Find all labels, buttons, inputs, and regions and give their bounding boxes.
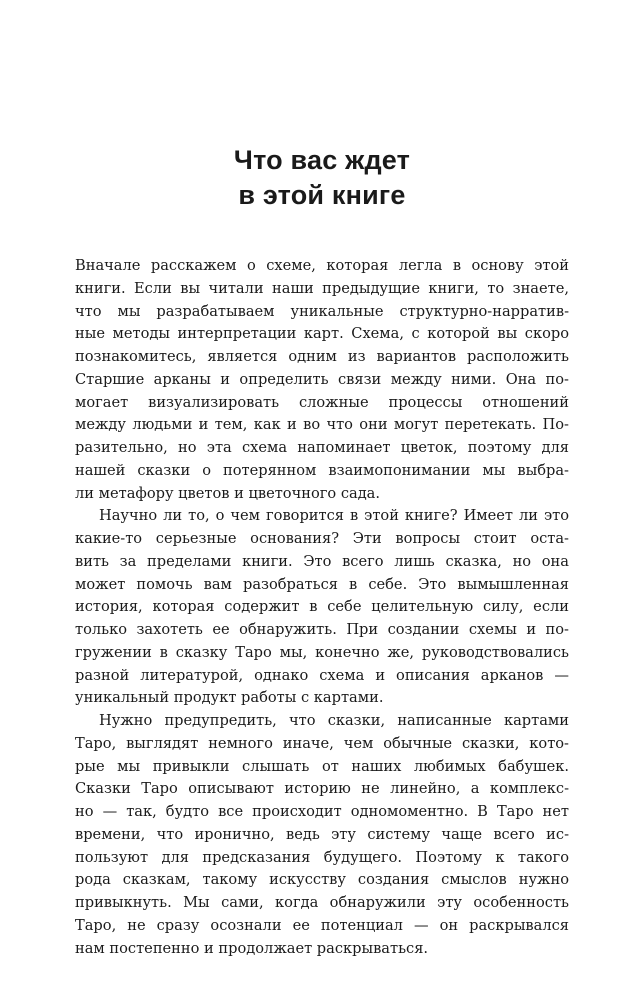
text-line: какие-то серьезные основания? Эти вопросы стоит оста- [75,530,569,547]
text-line: только захотеть ее обнаружить. При создании схемы и по- [75,621,569,638]
text-line: времени, что иронично, ведь эту систему чаще всего ис- [75,825,569,843]
text-line: познакомитесь, является одним из вариантов расположить [75,348,569,365]
chapter-body [75,255,569,960]
text-line: Таро, не сразу осознали ее потенциал — он раскрывался [75,916,569,934]
chapter-title-line-1: Что вас ждет [233,145,411,175]
chapter-title-line-2: в этой книге [238,180,406,210]
text-line: нашей сказки о потерянном взаимопонимании мы выбра- [75,461,569,479]
text-line: ные методы интерпретации карт. Схема, с которой вы скоро [75,325,569,343]
text-line: Таро, выглядят немного иначе, чем обычные сказки, кото- [75,734,569,752]
text-line: разной литературой, однако схема и описания арканов — [75,666,569,684]
text-line: пользуют для предсказания будущего. Поэтому к такого [75,848,569,866]
text-line: вить за пределами книги. Это всего лишь сказка, но она [75,552,569,570]
text-line: книги. Если вы читали наши предыдущие книги, то знаете, [75,279,569,297]
text-line: могает визуализировать сложные процессы отношений [75,393,569,411]
text-line: может помочь вам разобраться в себе. Это вымышленная [75,575,569,593]
text-line: история, которая содержит в себе целительную силу, если [75,598,569,616]
text-line: ли метафору цветов и цветочного сада. [75,484,381,502]
text-line: но — так, будто все происходит одномоментно. В Таро нет [75,803,569,820]
text-line: Старшие арканы и определить связи между ними. Она по- [75,370,569,388]
text-line: нам постепенно и продолжает раскрываться. [75,939,429,957]
text-line: Вначале расскажем о схеме, которая легла в основу этой [75,257,569,274]
text-line: между людьми и тем, как и во что они могут перетекать. По- [75,416,569,434]
text-line: рода сказкам, такому искусству создания смыслов нужно [75,871,569,889]
paragraph-3 [75,710,569,960]
text-line: Нужно предупредить, что сказки, написанные картами [99,712,569,729]
paragraph-1 [75,255,569,505]
text-line: что мы разрабатываем уникальные структурно-нарратив- [75,302,569,320]
paragraph-2 [75,505,569,710]
text-line: уникальный продукт работы с картами. [75,689,384,707]
text-line: Научно ли то, о чем говорится в этой книге? Имеет ли это [99,507,569,525]
text-line: Сказки Таро описывают историю не линейно, а комплекс- [75,780,569,798]
text-line: рые мы привыкли слышать от наших любимых бабушек. [75,757,569,775]
chapter-title [0,143,644,213]
text-line: гружении в сказку Таро мы, конечно же, руководствовались [75,643,569,661]
text-line: разительно, но эта схема напоминает цветок, поэтому для [75,439,569,456]
text-line: привыкнуть. Мы сами, когда обнаружили эту особенность [75,894,569,911]
